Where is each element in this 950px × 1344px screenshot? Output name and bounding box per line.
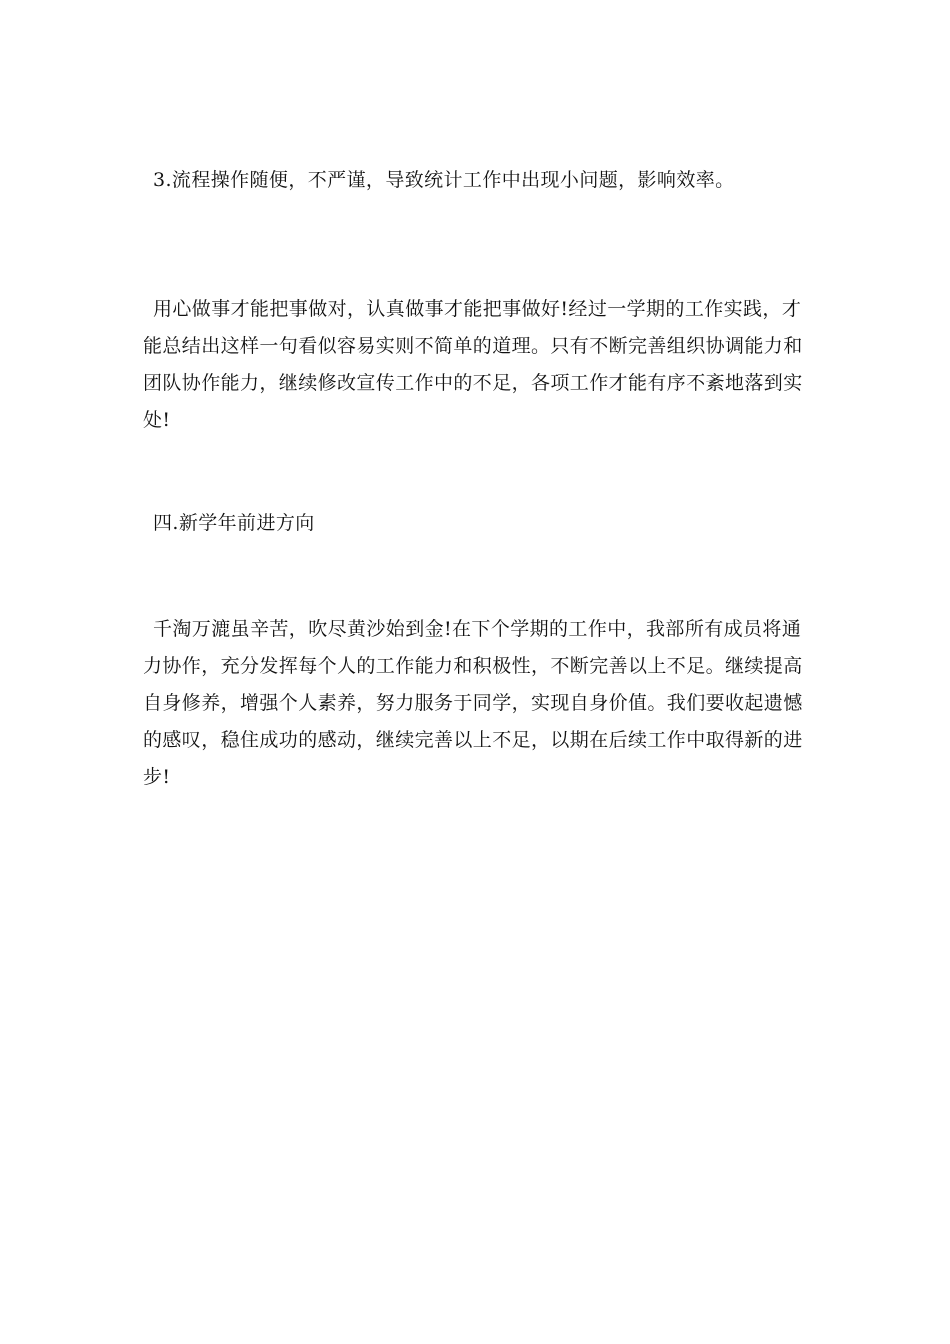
closing-paragraph: 千淘万漉虽辛苦，吹尽黄沙始到金!在下个学期的工作中，我部所有成员将通力协作，充分发挥每个人的工作能力和积极性，不断完善以上不足。继续提高自身修养，增强个人素养，努力服务于同学，实现自身价值。我们要收起遗憾的感叹，稳住成功的感动，继续完善以上不足，以期在后续工作中取得新的进步! — [143, 618, 803, 788]
summary-paragraph: 用心做事才能把事做对，认真做事才能把事做好!经过一学期的工作实践，才能总结出这样一句看似容易实则不简单的道理。只有不断完善组织协调能力和团队协作能力，继续修改宣传工作中的不足，各项工作才能有序不紊地落到实处! — [143, 298, 803, 431]
section-heading: 四.新学年前进方向 — [153, 512, 315, 534]
list-item-3: 3.流程操作随便，不严谨，导致统计工作中出现小问题，影响效率。 — [153, 169, 735, 191]
